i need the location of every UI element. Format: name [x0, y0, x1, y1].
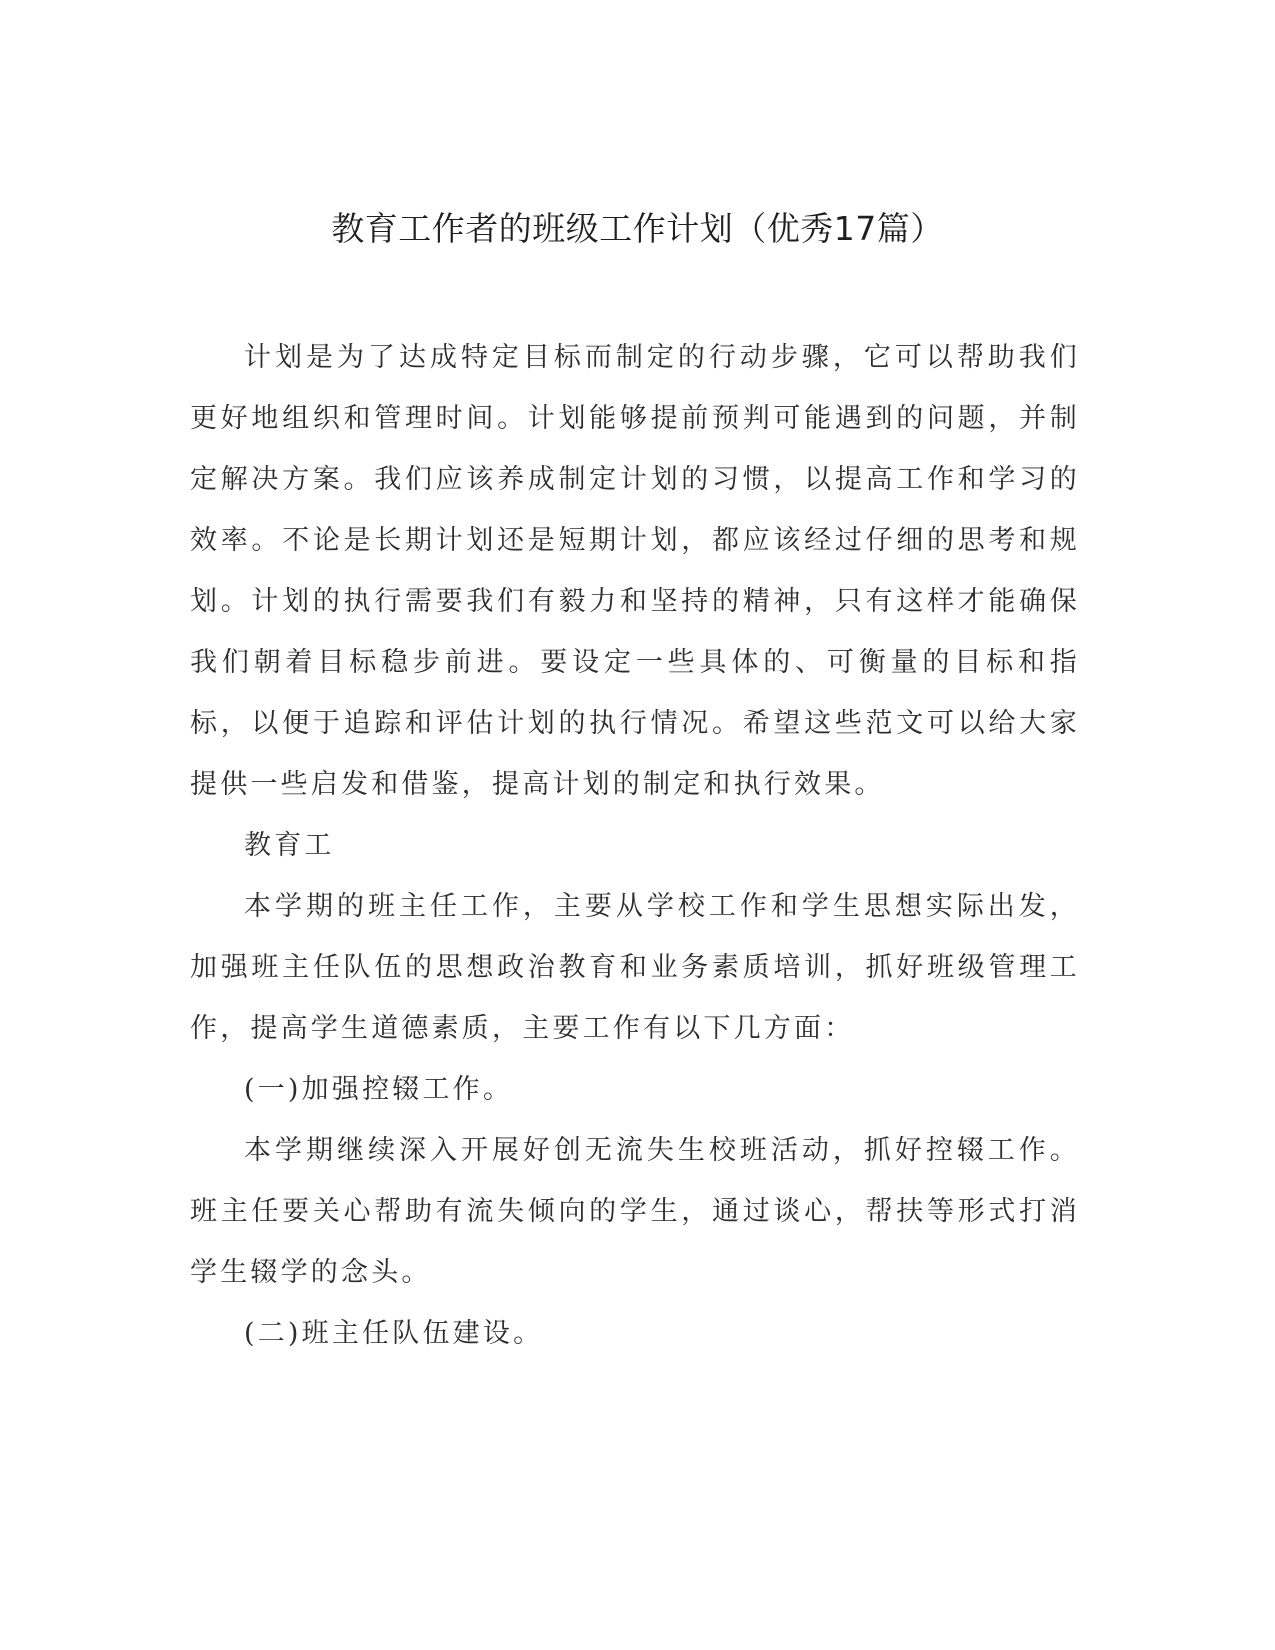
subsection-heading: (一)加强控辍工作。: [244, 1074, 514, 1105]
subsection-heading: (二)班主任队伍建设。: [244, 1318, 544, 1349]
section-heading: 教育工: [244, 830, 335, 861]
document-body: [190, 327, 1080, 1364]
intro-paragraph: 计划是为了达成特定目标而制定的行动步骤，它可以帮助我们更好地组织和管理时间。计划能够提前预判可能遇到的问题，并制定解决方案。我们应该养成制定计划的习惯，以提高工作和学习的效率。不论是长期计划还是短期计划，都应该经过仔细的思考和规划。计划的执行需要我们有毅力和坚持的精神，只有这样才能确保我们朝着目标稳步前进。要设定一些具体的、可衡量的目标和指标，以便于追踪和评估计划的执行情况。希望这些范文可以给大家提供一些启发和借鉴，提高计划的制定和执行效果。: [190, 342, 1080, 800]
body-paragraph: 本学期继续深入开展好创无流失生校班活动，抓好控辍工作。班主任要关心帮助有流失倾向的学生，通过谈心，帮扶等形式打消学生辍学的念头。: [190, 1135, 1080, 1288]
body-paragraph: 本学期的班主任工作，主要从学校工作和学生思想实际出发，加强班主任队伍的思想政治教育和业务素质培训，抓好班级管理工作，提高学生道德素质，主要工作有以下几方面：: [190, 891, 1080, 1044]
document-title: 教育工作者的班级工作计划（优秀17篇）: [331, 209, 944, 248]
